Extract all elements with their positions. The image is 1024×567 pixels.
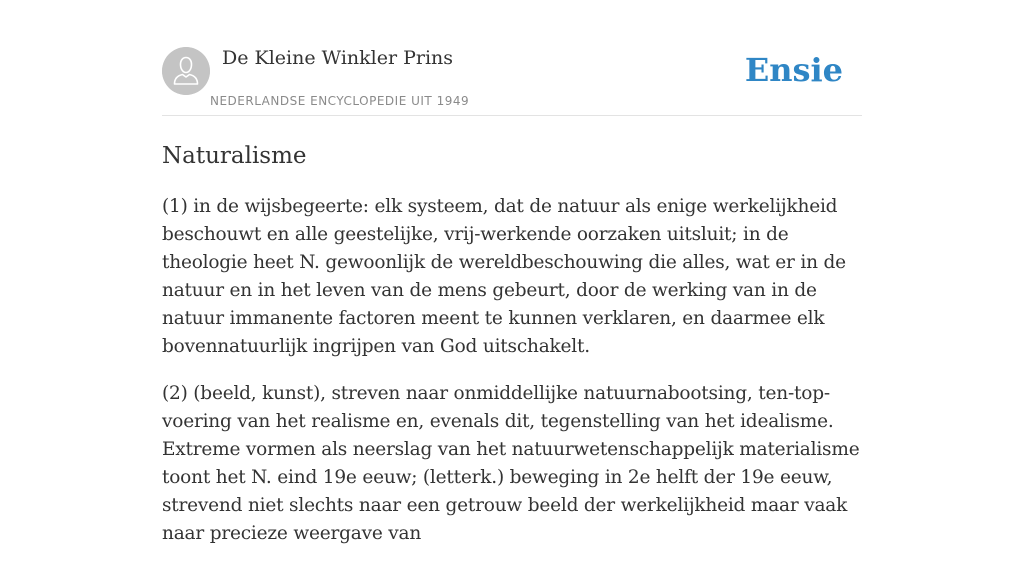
article-title: Naturalisme	[162, 143, 307, 169]
source-title[interactable]: De Kleine Winkler Prins	[222, 47, 454, 69]
ensie-logo[interactable]: Ensie	[744, 51, 843, 89]
article-body	[162, 193, 862, 548]
source-header	[162, 0, 862, 116]
page	[162, 0, 862, 567]
article-paragraph-2: (2) (beeld, kunst), streven naar onmiddellijke natuurnabootsing, ten-top-voering van het realisme en, evenals dit, tegenstelling van het idealisme. Extreme vormen als neerslag van het natuurwetenschappelijk materialisme toont het N. eind 19e eeuw; (letterk.) beweging in 2e helft der 19e eeuw, strevend niet slechts naar een getrouw beeld der werkelijkheid maar vaak naar precieze weergave van	[162, 383, 860, 544]
user-avatar-icon[interactable]	[162, 47, 210, 95]
article-paragraph-1: (1) in de wijsbegeerte: elk systeem, dat de natuur als enige werkelijkheid beschouwt en alle geestelijke, vrij-werkende oorzaken uitsluit; in de theologie heet N. gewoonlijk de wereldbeschouwing die alles, wat er in de natuur en in het leven van de mens gebeurt, door de werking van in de natuur immanente factoren meent te kunnen verklaren, en daarmee elk bovennatuurlijk ingrijpen van God uitschakelt.	[162, 196, 846, 357]
source-subtitle: NEDERLANDSE ENCYCLOPEDIE UIT 1949	[210, 94, 470, 108]
